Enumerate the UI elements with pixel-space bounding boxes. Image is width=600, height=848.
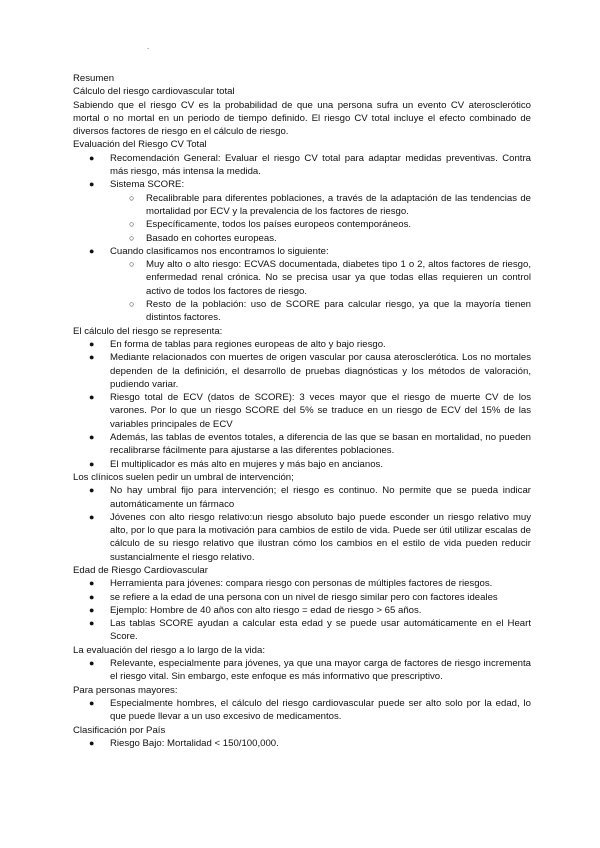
bullet-icon: ●: [89, 578, 95, 589]
sub-bullet-icon: ○: [129, 219, 135, 230]
section: [73, 644, 531, 684]
bullet-text: Ejemplo: Hombre de 40 años con alto riesgo = edad de riesgo > 65 años.: [110, 604, 422, 616]
bullet-item: [73, 245, 531, 258]
bullet-text: Especialmente hombres, el cálculo del riesgo cardiovascular puede ser alto solo por la edad, lo que puede llevar a un uso excesivo de medicamentos.: [110, 697, 531, 723]
bullet-text: El multiplicador es más alto en mujeres y más bajo en ancianos.: [110, 458, 384, 470]
bullet-icon: ●: [89, 352, 95, 363]
bullet-text: Riesgo total de ECV (datos de SCORE): 3 veces mayor que el riesgo de muerte CV de los varones. Por lo que un riesgo SCORE del 5% se traduce en un riesgo de ECV del 15% de las variables principales de ECV: [110, 392, 531, 430]
bullet-item: [73, 178, 531, 191]
intro-paragraph: Sabiendo que el riesgo CV es la probabilidad de que una persona sufra un evento CV aterosclerótico mortal o no mortal en un periodo de tiempo definido. El riesgo CV total incluye el efecto combinado de diversos factores de riesgo en el cálculo de riesgo.: [73, 99, 531, 138]
section-heading: Clasificación por País: [73, 724, 166, 736]
section-heading: La evaluación del riesgo a lo largo de la vida:: [73, 644, 266, 656]
bullet-icon: ●: [89, 511, 95, 522]
document-subtitle: Cálculo del riesgo cardiovascular total: [73, 86, 235, 98]
bullet-text: Sistema SCORE:: [110, 179, 185, 191]
section-heading: Los clínicos suelen pedir un umbral de intervención;: [73, 471, 294, 483]
bullet-icon: ●: [89, 697, 95, 708]
bullet-icon: ●: [89, 432, 95, 443]
bullet-icon: ●: [89, 152, 95, 163]
bullet-text: Las tablas SCORE ayudan a calcular esta edad y se puede usar automáticamente en el Heart Score.: [110, 618, 531, 643]
sub-bullet-text: Muy alto o alto riesgo: ECVAS documentada, diabetes tipo 1 o 2, altos factores de riesgo, enfermedad renal crónica. No se precisa usar ya que todas ellas requieren un control activo de todos los factores de riesgo.: [146, 259, 531, 297]
section-heading: Edad de Riesgo Cardiovascular: [73, 564, 208, 576]
bullet-text: Además, las tablas de eventos totales, a diferencia de las que se basan en mortalidad, no pueden recalibrarse fácilmente para ajustarse a las diferentes poblaciones.: [110, 432, 531, 457]
sub-bullet-item: [73, 192, 531, 219]
sub-bullet-icon: ○: [129, 192, 135, 203]
bullet-item: [73, 617, 531, 644]
bullet-text: Riesgo Bajo: Mortalidad < 150/100,000.: [110, 737, 279, 749]
bullet-text: Jóvenes con alto riesgo relativo:un riesgo absoluto bajo puede esconder un riesgo relativo muy alto, por lo que para la motivación para cambios de estilo de vida. Puede ser útil utilizar escalas de cálculo de su riesgo relativo que ilustran cómo los cambios en el estilo de vida pueden reducir sustancialmente el riesgo relativo.: [110, 511, 531, 563]
bullet-text: Cuando clasificamos nos encontramos lo siguiente:: [110, 245, 329, 257]
sub-bullet-text: Específicamente, todos los países europeos contemporáneos.: [146, 219, 412, 231]
section: [73, 684, 531, 724]
bullet-item: [73, 458, 531, 471]
sub-bullet-item: [73, 218, 531, 231]
bullet-icon: ●: [89, 485, 95, 496]
bullet-icon: ●: [89, 658, 95, 669]
document-title: Resumen: [73, 73, 115, 84]
sub-bullet-text: Resto de la población: uso de SCORE para calcular riesgo, ya que la mayoría tienen distintos factores.: [146, 299, 531, 324]
bullet-icon: ●: [89, 245, 95, 256]
bullet-item: [73, 152, 531, 179]
sub-bullet-icon: ○: [129, 259, 135, 270]
bullet-item: [73, 591, 531, 604]
bullet-text: Herramienta para jóvenes: compara riesgo con personas de múltiples factores de riesgos.: [110, 578, 493, 590]
sub-bullet-text: Basado en cohortes europeas.: [146, 232, 277, 244]
stray-dot: .: [147, 42, 150, 51]
bullet-icon: ●: [89, 737, 95, 748]
section: [73, 564, 531, 644]
bullet-text: Relevante, especialmente para jóvenes, ya que una mayor carga de factores de riesgo incrementa el riesgo vital. Sin embargo, este enfoque es más informativo que prescriptivo.: [110, 658, 531, 683]
bullet-item: [73, 484, 531, 511]
sections-container: [73, 138, 531, 750]
section-heading: Evaluación del Riesgo CV Total: [73, 139, 207, 151]
section: [73, 724, 531, 751]
sub-bullet-icon: ○: [129, 232, 135, 243]
bullet-icon: ●: [89, 338, 95, 349]
bullet-icon: ●: [89, 618, 95, 629]
sub-bullet-item: [73, 258, 531, 298]
bullet-text: Recomendación General: Evaluar el riesgo CV total para adaptar medidas preventivas. Contra más riesgo, más intensa la medida.: [110, 152, 531, 178]
bullet-item: [73, 577, 531, 590]
bullet-text: En forma de tablas para regiones europeas de alto y bajo riesgo.: [110, 338, 386, 350]
section-heading: El cálculo del riesgo se representa:: [73, 325, 223, 337]
bullet-item: [73, 431, 531, 458]
sub-bullet-item: [73, 298, 531, 325]
sub-bullet-text: Recalibrable para diferentes poblaciones, a través de la adaptación de las tendencias de mortalidad por ECV y la prevalencia de los factores de riesgo.: [146, 192, 531, 217]
bullet-text: Mediante relacionados con muertes de origen vascular por causa aterosclerótica. Los no mortales dependen de la definición, el desarrollo de pruebas diagnósticas y los métodos de valoración, pudiendo variar.: [110, 352, 531, 390]
section: [73, 471, 531, 564]
bullet-item: [73, 737, 531, 750]
bullet-item: [73, 338, 531, 351]
bullet-item: [73, 351, 531, 391]
bullet-icon: ●: [89, 179, 95, 190]
bullet-item: [73, 604, 531, 617]
sub-bullet-item: [73, 232, 531, 245]
document-content: [73, 72, 531, 750]
bullet-text: No hay umbral fijo para intervención; el riesgo es continuo. No permite que se pueda indicar automáticamente un fármaco: [110, 485, 531, 510]
sub-bullet-icon: ○: [129, 299, 135, 310]
bullet-item: [73, 657, 531, 684]
bullet-item: [73, 697, 531, 724]
bullet-text: se refiere a la edad de una persona con un nivel de riesgo similar pero con factores ideales: [110, 591, 498, 603]
bullet-icon: ●: [89, 392, 95, 403]
bullet-icon: ●: [89, 604, 95, 615]
bullet-item: [73, 511, 531, 564]
section: [73, 325, 531, 471]
section-heading: Para personas mayores:: [73, 684, 178, 696]
section: [73, 138, 531, 324]
bullet-icon: ●: [89, 458, 95, 469]
bullet-item: [73, 391, 531, 431]
bullet-icon: ●: [89, 591, 95, 602]
